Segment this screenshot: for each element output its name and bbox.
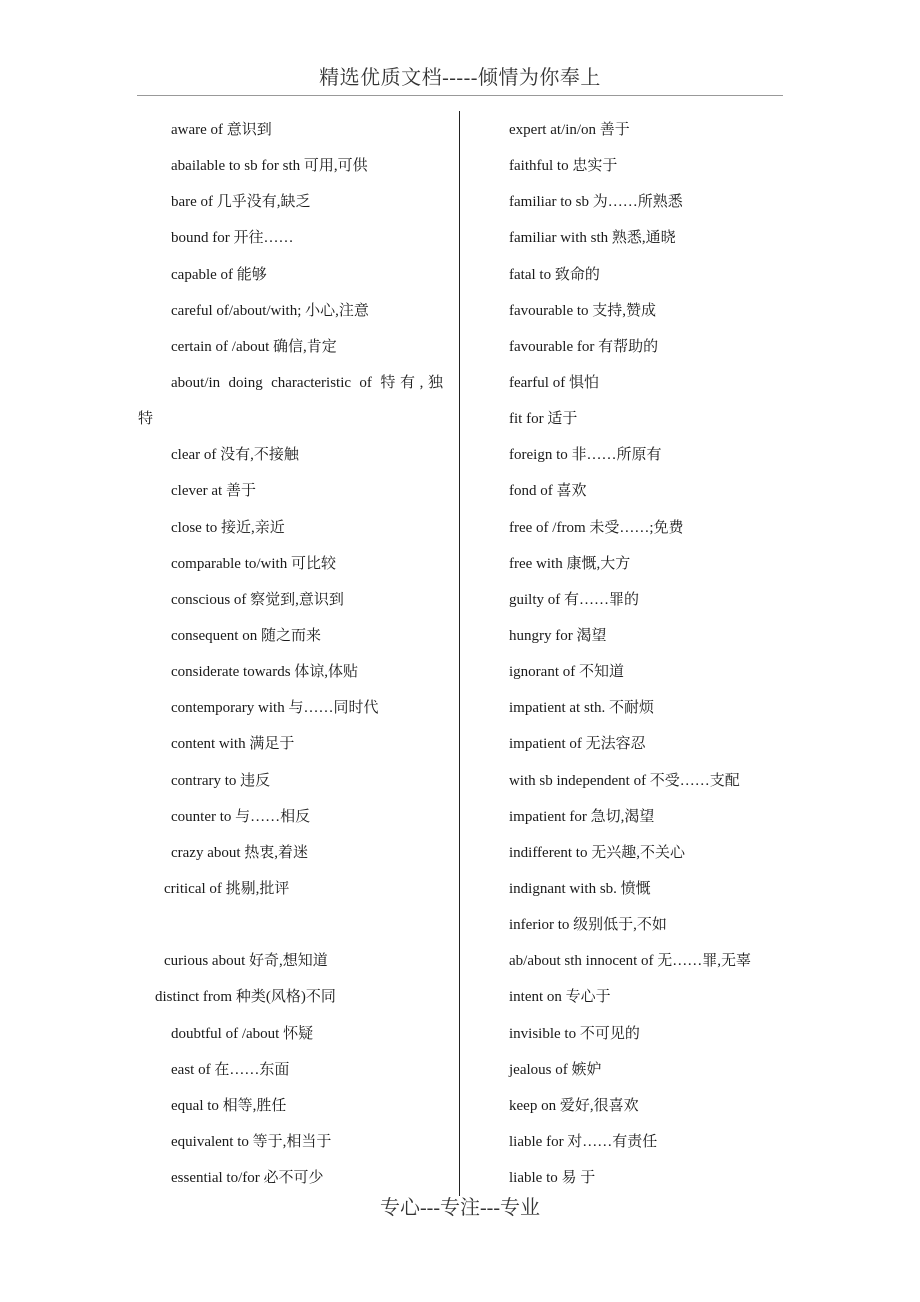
vocab-entry: expert at/in/on 善于 [509,122,630,138]
vocab-entry: jealous of 嫉妒 [509,1061,602,1078]
vocab-entry: distinct from 种类(风格)不同 [155,989,336,1006]
vocab-entry: fit for 适于 [509,411,578,428]
vocab-entry: with sb independent of 不受……支配 [509,772,740,789]
vocab-entry: inferior to 级别低于,不如 [509,917,667,934]
vocab-entry: consequent on 随之而来 [171,627,321,644]
vocab-entry: critical of 挑剔,批评 [164,880,290,897]
vocab-entry: about/in doing characteristic of 特有,独 [171,374,443,391]
vocab-entry: curious about 好奇,想知道 [164,953,328,970]
vocab-entry-continuation: 特 [138,411,154,428]
vocab-entry: careful of/about/with; 小心,注意 [171,302,369,319]
right-vocabulary-column [509,112,799,1196]
vocab-entry: essential to/for 必不可少 [171,1170,324,1187]
vocab-entry: indignant with sb. 愤慨 [509,880,651,897]
vocab-entry: aware of 意识到 [171,122,272,138]
vocab-entry: impatient of 无法容忍 [509,736,646,753]
vocab-entry: abailable to sb for sth 可用,可供 [171,158,368,175]
vocab-entry: guilty of 有……罪的 [509,591,639,608]
vocab-entry: invisible to 不可见的 [509,1025,640,1042]
column-divider [459,111,460,1196]
vocab-entry: keep on 爱好,很喜欢 [509,1097,639,1114]
page-footer-text: 专心---专注---专业 [380,1197,540,1219]
vocab-entry: equal to 相等,胜任 [171,1097,287,1114]
vocab-entry: fatal to 致命的 [509,266,600,283]
vocab-entry: close to 接近,亲近 [171,519,285,536]
vocab-entry: clear of 没有,不接触 [171,447,299,464]
vocab-entry: foreign to 非……所原有 [509,447,662,464]
vocab-entry: conscious of 察觉到,意识到 [171,591,344,608]
vocab-entry: considerate towards 体谅,体贴 [171,664,359,681]
left-vocabulary-column [0,112,459,1196]
vocab-entry: indifferent to 无兴趣,不关心 [509,844,685,861]
header-divider [137,95,783,96]
vocab-entry: doubtful of /about 怀疑 [171,1025,314,1042]
vocab-entry: liable for 对……有责任 [509,1133,658,1150]
vocab-entry: contemporary with 与……同时代 [171,700,379,717]
vocab-entry: intent on 专心于 [509,989,611,1006]
vocab-entry: favourable for 有帮助的 [509,338,659,355]
vocab-entry: capable of 能够 [171,266,267,283]
vocab-entry: content with 满足于 [171,736,295,753]
page-header-title: 精选优质文档-----倾情为你奉上 [319,67,601,89]
vocab-entry: ab/about sth innocent of 无……罪,无辜 [509,953,752,970]
vocab-entry: clever at 善于 [171,483,256,500]
blank-line [0,907,459,943]
vocab-entry: equivalent to 等于,相当于 [171,1133,332,1150]
vocab-entry: familiar with sth 熟悉,通晓 [509,230,676,247]
vocab-entry: contrary to 违反 [171,772,271,789]
vocab-entry: counter to 与……相反 [171,808,311,825]
vocab-entry: fearful of 惧怕 [509,374,599,391]
vocab-entry: favourable to 支持,赞成 [509,302,657,319]
vocab-entry: faithful to 忠实于 [509,158,618,175]
vocab-entry: bound for 开往…… [171,230,294,247]
vocab-entry: liable to 易 于 [509,1170,596,1187]
vocab-entry: free of /from 未受……;免费 [509,519,684,536]
vocab-entry: certain of /about 确信,肯定 [171,338,337,355]
vocab-entry: comparable to/with 可比较 [171,555,336,572]
vocab-entry: ignorant of 不知道 [509,664,624,681]
vocab-entry: impatient for 急切,渴望 [509,808,655,825]
vocab-entry: crazy about 热衷,着迷 [171,844,309,861]
vocab-entry: fond of 喜欢 [509,483,587,500]
vocab-entry: bare of 几乎没有,缺乏 [171,194,311,211]
vocab-entry: impatient at sth. 不耐烦 [509,700,654,717]
vocab-entry: familiar to sb 为……所熟悉 [509,194,683,211]
vocab-entry: east of 在……东面 [171,1061,290,1078]
vocab-entry: hungry for 渴望 [509,627,607,644]
vocab-entry: free with 康慨,大方 [509,555,631,572]
